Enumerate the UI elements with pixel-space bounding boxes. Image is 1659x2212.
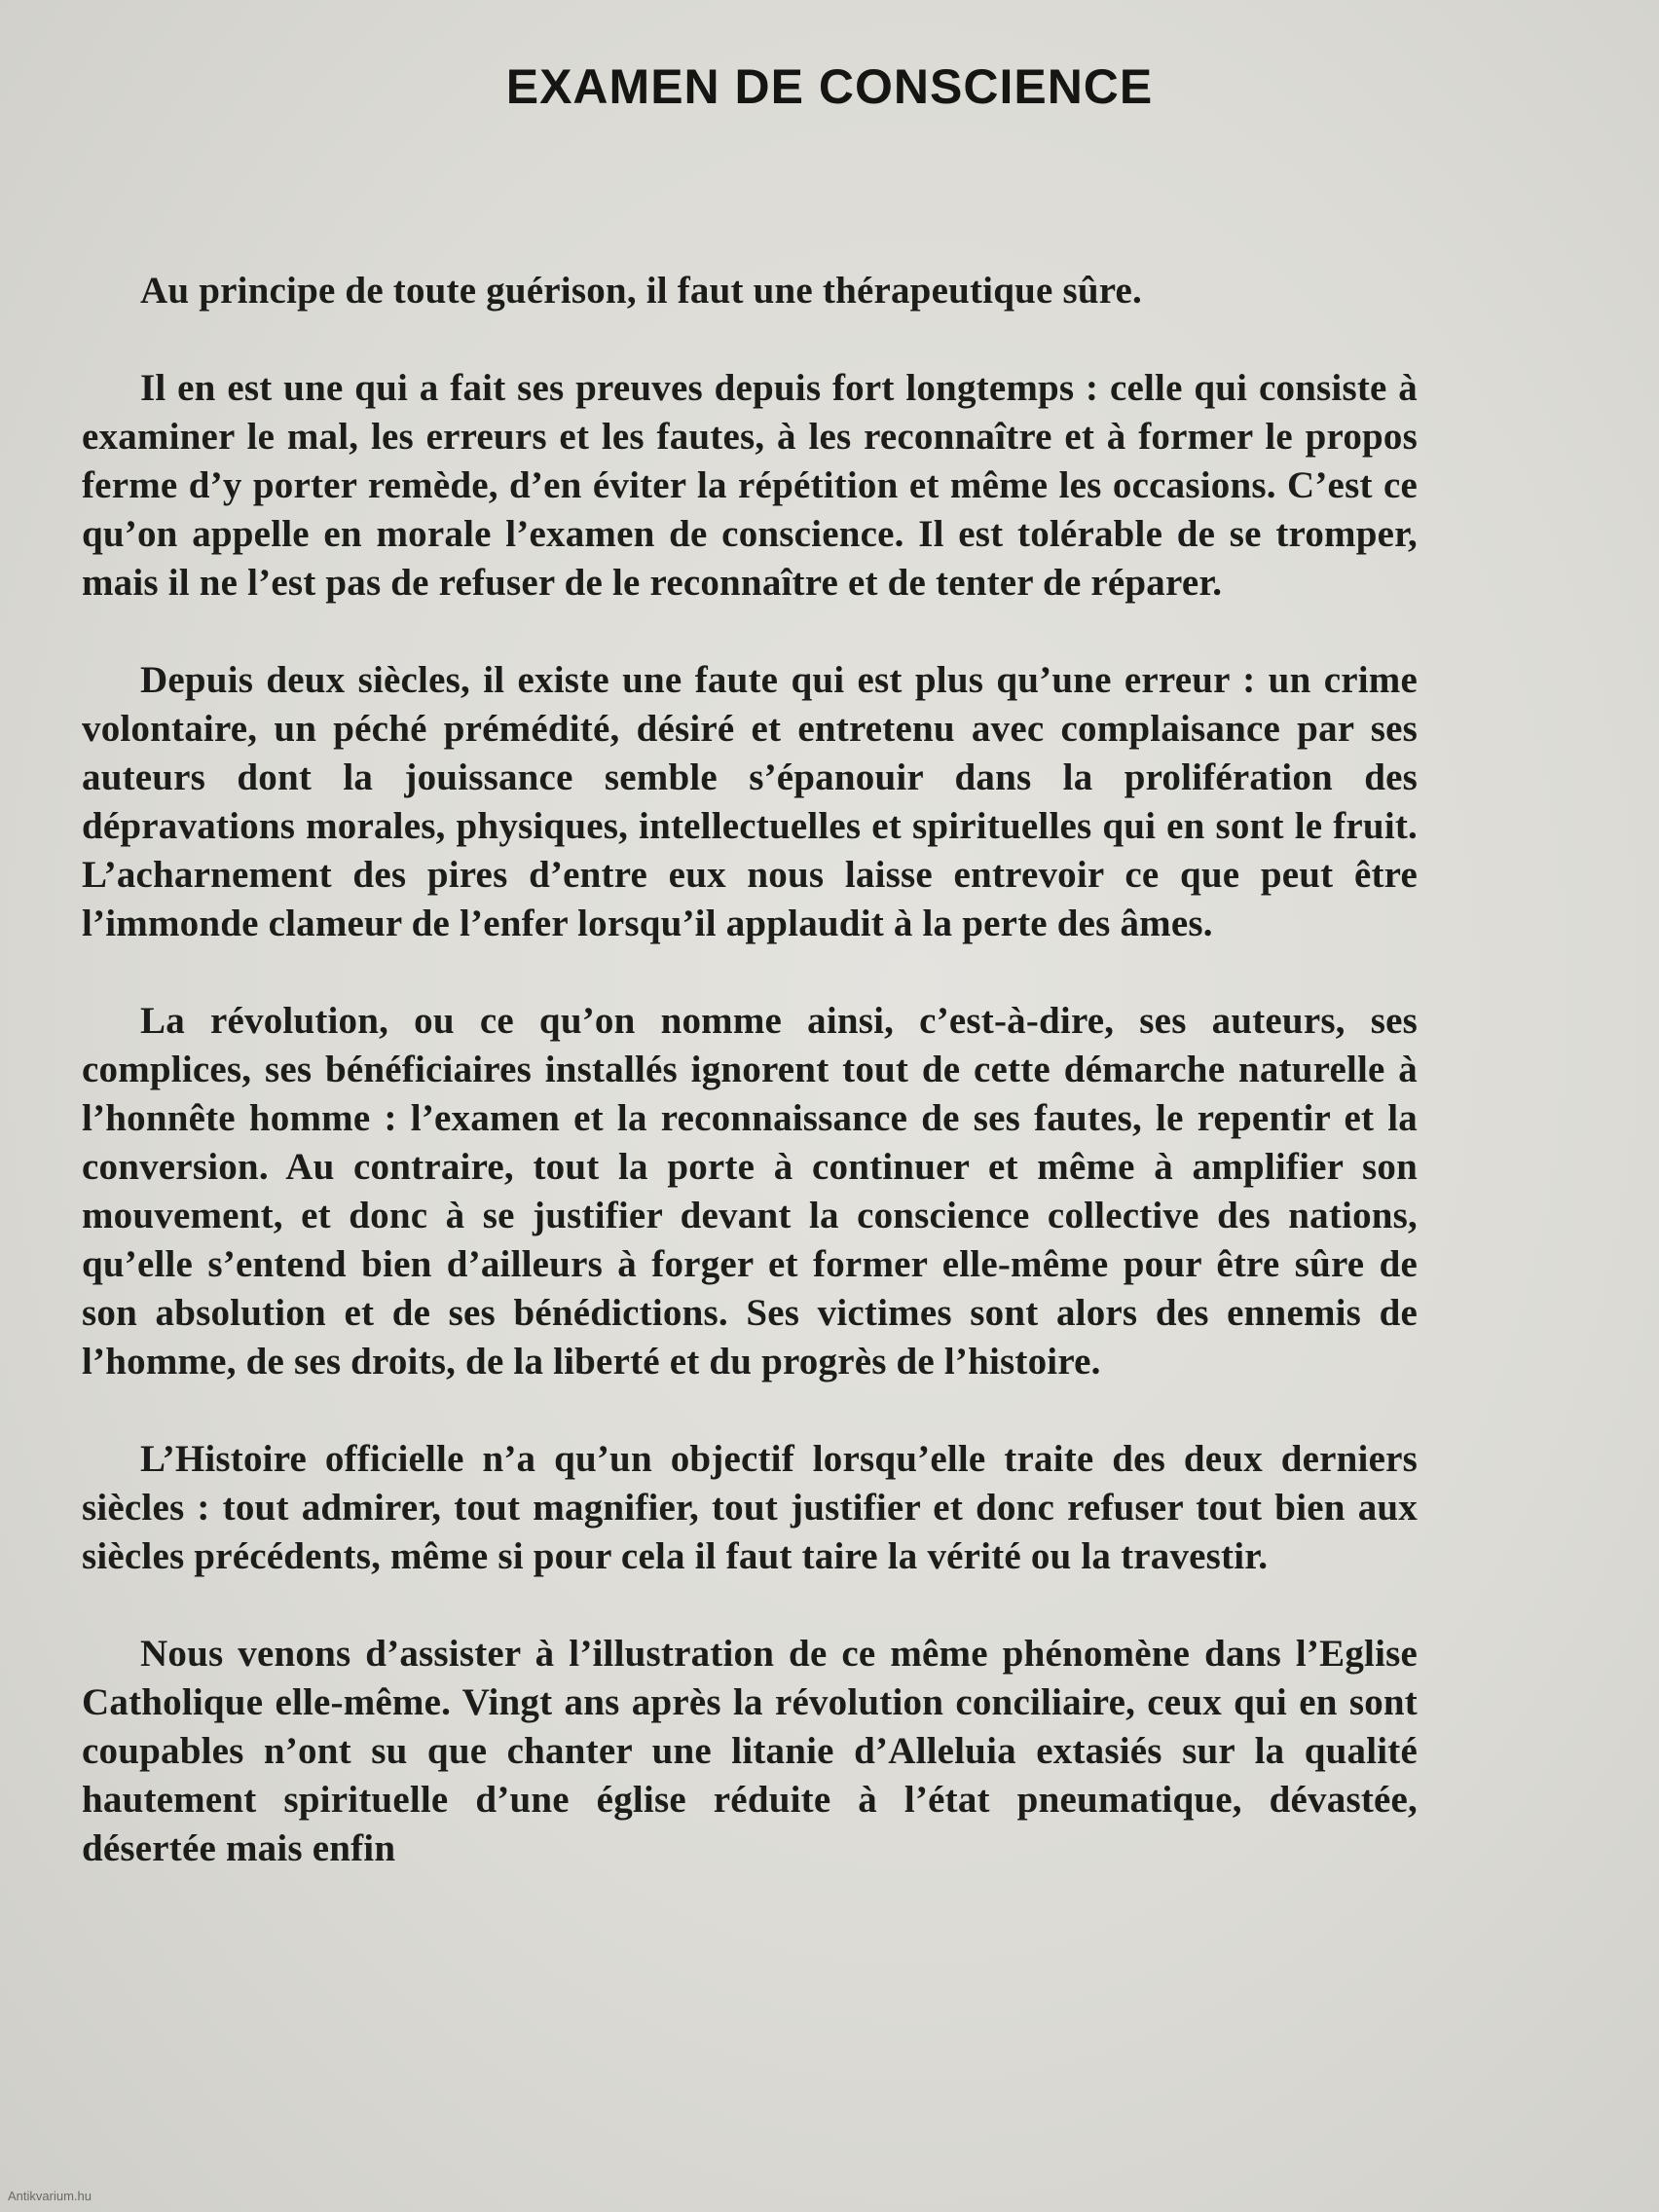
paragraph-4: La révolution, ou ce qu’on nomme ainsi, c’est-à-dire, ses auteurs, ses complices, ses bénéficiaires installés ignorent tout de cette démarche naturelle à l’honnête homme : l’examen et la reconnaissance de ses fautes, le repentir et la conversion. Au contraire, tout la porte à continuer et même à amplifier son mouvement, et donc à se justifier devant la conscience collective des nations, qu’elle s’entend bien d’ailleurs à forger et former elle-même pour être sûre de son absolution et de ses bénédictions. Ses victimes sont alors des ennemis de l’homme, de ses droits, de la liberté et du progrès de l’histoire.	[82, 1000, 1418, 1382]
watermark: Antikvarium.hu	[8, 2189, 92, 2203]
paragraph-3: Depuis deux siècles, il existe une faute qui est plus qu’une erreur : un crime volontaire, un péché prémédité, désiré et entretenu avec complaisance par ses auteurs dont la jouissance semble s’épanouir dans la prolifération des dépravations morales, physiques, intellectuelles et spirituelles qui en sont le fruit. L’acharnement des pires d’entre eux nous laisse entrevoir ce que peut être l’immonde clameur de l’enfer lorsqu’il applaudit à la perte des âmes.	[82, 659, 1418, 944]
paragraph-2: Il en est une qui a fait ses preuves depuis fort longtemps : celle qui consiste à examiner le mal, les erreurs et les fautes, à les reconnaître et à former le propos ferme d’y porter remède, d’en éviter la répétition et même les occasions. C’est ce qu’on appelle en morale l’examen de conscience. Il est tolérable de se tromper, mais il ne l’est pas de refuser de le reconnaître et de tenter de réparer.	[82, 367, 1418, 604]
paragraph-5: L’Histoire officielle n’a qu’un objectif lorsqu’elle traite des deux derniers siècles : tout admirer, tout magnifier, tout justifier et donc refuser tout bien aux siècles précédents, même si pour cela il faut taire la vérité ou la travestir.	[82, 1438, 1418, 1577]
body-text	[82, 267, 1418, 1922]
paragraph-1: Au principe de toute guérison, il faut une thérapeutique sûre.	[140, 270, 1142, 312]
paragraph-6: Nous venons d’assister à l’illustration de ce même phénomène dans l’Eglise Catholique elle-même. Vingt ans après la révolution conciliaire, ceux qui en sont coupables n’ont su que chanter une litanie d’Alleluia extasiés sur la qualité hautement spirituelle d’une église réduite à l’état pneumatique, dévastée, désertée mais enfin	[82, 1633, 1418, 1869]
page-title: EXAMEN DE CONSCIENCE	[505, 59, 1154, 114]
